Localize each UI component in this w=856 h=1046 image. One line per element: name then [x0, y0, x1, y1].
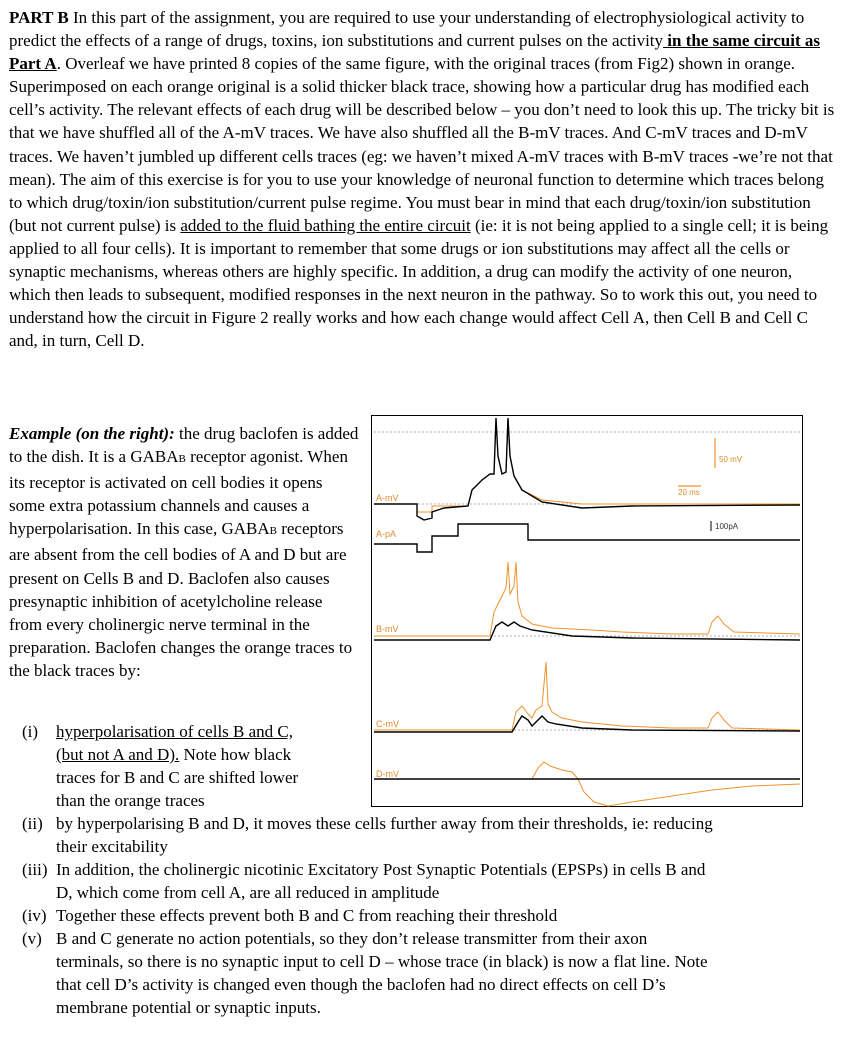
- trace-b-original: [374, 562, 800, 636]
- scale-label-pa: 100pA: [715, 522, 739, 531]
- scale-label-ms: 20 ms: [678, 488, 700, 497]
- label-b-mv: B-mV: [376, 624, 399, 634]
- part-heading: PART B: [9, 8, 69, 27]
- label-c-mv: C-mV: [376, 719, 399, 729]
- label-a-mv: A-mV: [376, 493, 399, 503]
- example-paragraph: Example (on the right): the drug baclofen is added to the dish. It is a GABAB receptor agonist. When its receptor is activated on cell bodies it opens some extra potassium channels and causes a hyperpolarisation. In this case, GABAB receptors are absent from the cell bodies of A and D but are present on Cells B and D. Baclofen also causes presynaptic inhibition of acetylcholine release from every cholinergic nerve terminal in the preparation. Baclofen changes the orange traces to the black traces by:: [9, 424, 359, 680]
- scale-label-mv: 50 mV: [719, 455, 743, 464]
- trace-a-drug: [374, 418, 800, 520]
- label-a-pa: A-pA: [376, 529, 397, 539]
- trace-b-drug: [374, 622, 800, 640]
- intro-paragraph: PART B In this part of the assignment, you are required to use your understanding of electrophysiological activity to predict the effects of a range of drugs, toxins, ion substitutions and current pulses on the activity in the same circuit as Part A. Overleaf we have printed 8 copies of the same figure, with the original traces (from Fig2) shown in orange. Superimposed on each orange original is a solid thicker black trace, showing how a particular drug has modified each cell’s activity. The relevant effects of each drug will be described below – you don’t need to look this up. The tricky bit is that we have shuffled all of the A-mV traces. We have also shuffled all the B-mV traces. And C-mV traces and D-mV traces. We haven’t jumbled up different cells traces (eg: we haven’t mixed A-mV traces with B-mV traces -we’re not that mean). The aim of this exercise is for you to use your knowledge of neuronal function to determine which traces belong to which drug/toxin/ion substitution/current pulse regime. You must bear in mind that each drug/toxin/ion substitution (but not current pulse) is added to the fluid bathing the entire circuit (ie: it is not being applied to a single cell; it is being applied to all four cells). It is important to remember that some drugs or ion substitutions may affect all the cells or synaptic mechanisms, whereas others are highly specific. In addition, a drug can modify the activity of one neuron, which then leads to subsequent, modified responses in the next neuron in the pathway. So to work this out, you need to understand how the circuit in Figure 2 really works and how each change would affect Cell A, then Cell B and Cell C and, in turn, Cell D.: [9, 8, 835, 351]
- example-heading: Example (on the right):: [9, 424, 175, 443]
- label-d-mv: D-mV: [376, 769, 399, 779]
